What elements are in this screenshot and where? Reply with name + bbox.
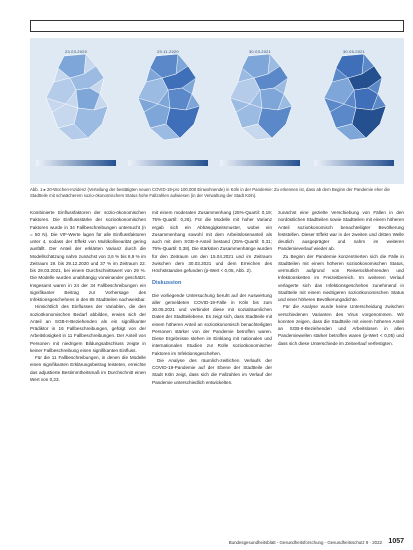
map-date-label: 29.11.2020 — [157, 49, 179, 54]
color-scale — [126, 154, 210, 180]
journal-reference: Bundesgesundheitsblatt - Gesundheitsforschung - Gesundheitsschutz 9 · 2022 — [228, 540, 382, 545]
page-number: 1057 — [388, 538, 404, 545]
color-scale — [218, 154, 302, 180]
text-column-2 — [152, 209, 272, 386]
city-map — [312, 48, 396, 148]
color-scale — [312, 154, 396, 180]
color-scale-4 — [312, 154, 396, 180]
map-panel-3 — [218, 48, 302, 148]
figure-choropleth-maps — [30, 38, 404, 184]
section-heading-diskussion: Diskussion — [152, 280, 182, 287]
paragraph: zunächst eine gezielte Verschiebung von Fällen in den nordöstlichen Stadtteilen sowie Stadtteilen mit einem höheren Anteil sozioökonomisch benachteiligter Bevölkerung feststellen. Dieser Effekt war in der zweiten und dritten Welle deutlich ausgeprägter und nahm im weiteren Pandemieverlauf wieder ab. — [278, 210, 404, 252]
color-scale-1 — [34, 154, 118, 180]
header-frame — [30, 20, 404, 32]
paragraph: Hinsichtlich des Einflusses der Variablen, die den sozioökonomischen Bedarf abbilden, erwies sich der Anteil an SGB-II-Beziehenden als ein signifikanter Prädiktor in 16 Fallbeschreibungen, gefolgt von der Arbeitslosigkeit in 11 Fallbeschreibungen. Der Anteil von Personen mit niedrigem Bildungsabschluss zeigte in keiner Fallbeschreibung einen signifikanten Einfluss. — [30, 304, 146, 353]
color-scale — [34, 154, 118, 180]
paragraph: Für die Analyse wurde keine Unterscheidung zwischen verschiedenen Varianten des Virus vorgenommen. Wir konnten zeigen, dass die Stadtteile mit einem höheren Anteil an SGB-II-Beziehenden und Arbeitslosen in allen Pandemiewellen stärker betroffen waren (p-Wert < 0,05) und dass sich diese Unterschiede im Zeitverlauf verfestigten. — [278, 304, 404, 346]
map-panel-4 — [312, 48, 396, 148]
paragraph: Kombinierte Einflussfaktoren der sozio-ökonomischen Faktoren. Die Einflussstärke der sozioökonomischen Faktoren wurde in 34 Fallbeschreibungen untersucht (n = 50 N). Die VIF-Werte lagen für alle Einflussfaktoren unter 4, sodass der Effekt von Multikollinearität gering ausfällt. Der Anteil der erklärten Varianz durch die Modellschätzung nahm zunächst von 3,6 % bis 6,9 % im Zeitraum 19. bis 29.12.2020 und 37 % im Zeitraum 22. bis 29.03.2021, bei einem Durchschnittswert von 29 %. Die Modelle wurden unabhängig voneinander geschätzt. Insgesamt waren in 24 der 34 Fallbeschreibungen ein signifikanter Beitrag zur Vorhersage des Infektionsgeschehens in den 85 Stadtteilen nachweisbar. — [30, 210, 146, 302]
color-scale-3 — [218, 154, 302, 180]
text-column-3 — [278, 209, 404, 347]
page-footer — [200, 540, 404, 550]
figure-caption: Abb. 1 ▸ 20-Wochen-Inzidenz (Verteilung der bestätigten neuen COVID-19-pro 100.000 Einwohnende) in Köln in der Pandemie: Zu erkennen ist, dass ab dem Beginn der Pandemie eher die Stadtteile mit schwächerem sozio-ökonomischem Status hohe Fallzahlen aufwiesen (in der Verwaltung der Stadt Köln). — [30, 187, 390, 198]
map-panel-2 — [126, 48, 210, 148]
paragraph: Die Analyse des räumlich-zeitlichen Verlaufs der COVID-19-Pandemie auf der Ebene der Stadtteile der Stadt Köln zeigt, dass sich die Fallzahlen im Verlauf der Pandemie unterschiedlich entwickelten. — [152, 357, 272, 385]
city-map — [218, 48, 302, 148]
city-map — [34, 48, 118, 148]
paragraph: mit einem moderaten Zusammenhang (25%-Quartil: 0,19; 75%-Quartil: 0,26). Für die Modelle mit hoher Varianz ergab sich ein Abhängigkeitsmuster, wobei ein Zusammenhang sowohl mit dem Arbeitslosenanteil als auch mit dem SGB-II-Anteil bestand (25%-Quartil: 0,31; 75%-Quartil: 0,38). Die stärksten Zusammenhänge wurden für den Zeitraum um den 15.04.2021 und im Zeitraum zwischen dem 30.03.2021 und dem Erreichen des Höchststandes gefunden (p-Wert < 0,05, Abb. 2). — [152, 210, 273, 273]
color-scale-2 — [126, 154, 210, 180]
text-column-1 — [30, 209, 146, 383]
map-date-label: 30.05.2021 — [342, 49, 366, 54]
map-date-label: 23.03.2020 — [64, 49, 88, 54]
map-date-label: 30.03.2021 — [248, 49, 272, 54]
paragraph: Zu Beginn der Pandemie konzentrierten sich die Fälle in Stadtteilen mit einem höheren sozioökonomischen Status, vermutlich aufgrund von Reiserückkehrenden und Infektionsketten im Freizeitbereich. Im weiteren Verlauf verlagerte sich das Infektionsgeschehen zunehmend in Stadtteile mit einem niedrigeren sozioökonomischen Status und einer höheren Bevölkerungsdichte. — [278, 253, 404, 302]
paragraph: Die vorliegende Untersuchung beruht auf der Auswertung aller gemeldeten COVID-19-Fälle in Köln bis zum 30.05.2021 und verbindet diese mit sozialräumlichen Daten der Stadtteilebene. Es zeigt sich, dass Stadtteile mit einem höheren Anteil an sozioökonomisch benachteiligten Personen stärker von der Pandemie betroffen waren. Diese Ergebnisse stehen im Einklang mit nationalen und internationalen Studien zur Rolle sozioökonomischer Faktoren im Infektionsgeschehen. — [152, 292, 272, 356]
map-panel-1 — [34, 48, 118, 148]
paragraph: Für die 11 Fallbeschreibungen, in denen die Modelle einen signifikanten Erklärungsbeitrag leisteten, erreichte das adjustierte Bestimmtheitsmaß im Durchschnitt einen Wert von 0,23. — [30, 355, 146, 382]
city-map — [126, 48, 210, 148]
